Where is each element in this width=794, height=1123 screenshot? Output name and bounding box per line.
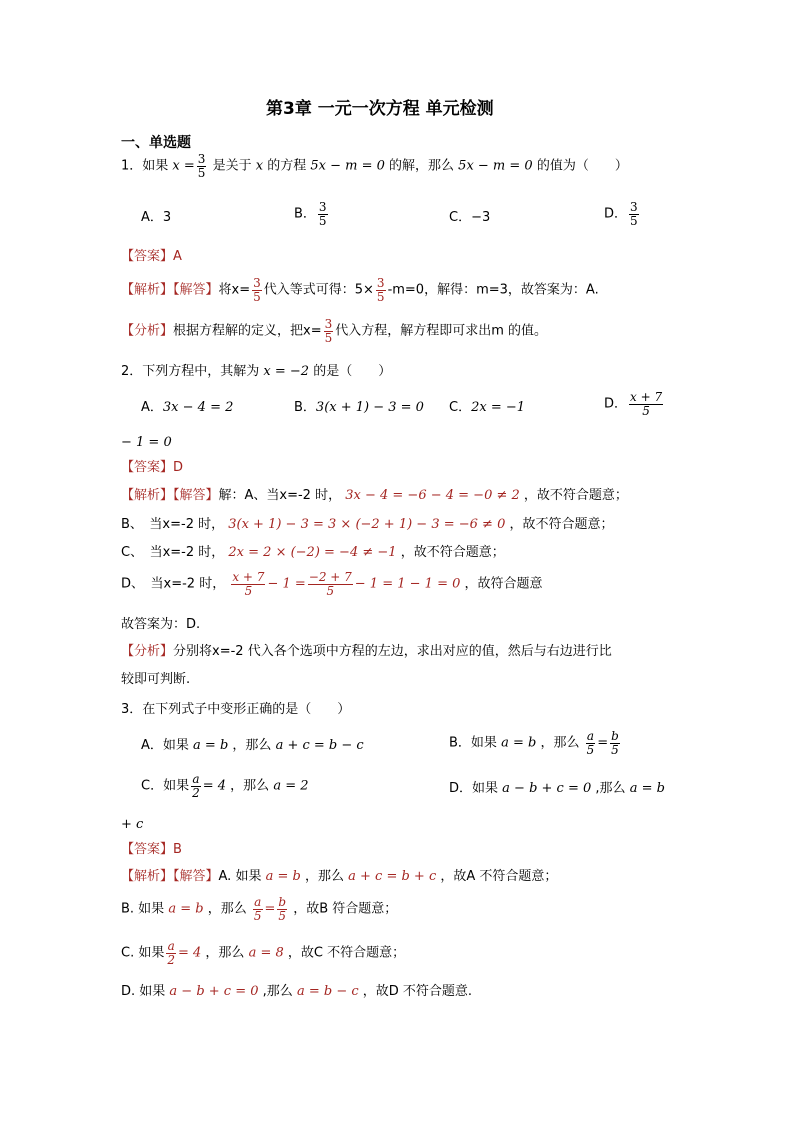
q3-option-c-frac	[191, 773, 201, 799]
q3-line-c-mid: ，那么	[205, 945, 245, 961]
q3-line-a-mid: ，那么	[304, 869, 344, 884]
q3-option-a-label: A．如果	[141, 738, 189, 753]
q1-option-b-den: 5	[318, 213, 327, 228]
q1-fenxi-frac-den: 5	[324, 330, 333, 345]
q1-option-d-label: D．	[604, 206, 628, 222]
q2-analysis-b	[121, 518, 614, 531]
answer-value: A	[173, 249, 182, 264]
q3-option-d-label: D．如果	[449, 781, 499, 796]
q3-analysis-a	[121, 870, 557, 883]
q3-option-b-den2: 5	[611, 742, 619, 757]
q3-option-c-eq1: = 4	[202, 778, 227, 794]
q2-option-c-eq: 2x = −1	[471, 400, 526, 415]
q3-line-b-den2: 5	[278, 908, 287, 923]
q1-analysis-frac2-num: 3	[376, 276, 385, 290]
q1-option-d-frac	[629, 201, 639, 227]
q3-line-d-eq2: a = b − c	[296, 984, 359, 999]
q1-mid2: 的方程	[267, 158, 307, 174]
fenxi-tag: 【分析】	[121, 323, 174, 339]
q3-option-c	[141, 773, 309, 799]
q2-conclusion: 故答案为：D.	[121, 617, 201, 632]
q2-option-d	[604, 391, 665, 417]
q1-fenxi-p1: 根据方程解的定义，把x=	[173, 323, 322, 339]
q1-prefix: 1．如果	[121, 158, 169, 174]
q2-analysis-c	[121, 546, 505, 559]
q3-option-a-eq1: a = b	[193, 738, 229, 753]
q3-option-a-mid: ，那么	[232, 738, 272, 753]
q2-option-c	[449, 401, 525, 414]
q2-line-d-mid: − 1 =	[267, 576, 306, 592]
q3-option-b-frac2	[610, 730, 620, 756]
q1-fenxi	[121, 318, 547, 344]
q2-analysis-a	[121, 489, 628, 502]
q2-fenxi-line2: 较即可判断.	[121, 672, 191, 687]
q3-option-a	[141, 739, 364, 752]
q3-line-a-pre: A. 如果	[218, 869, 262, 884]
q1-x: x	[255, 158, 264, 174]
q3-line-d-eq1: a − b + c = 0	[169, 984, 259, 999]
q1-analysis-frac2	[376, 277, 386, 303]
q1-option-d-num: 3	[630, 200, 638, 214]
q3-line-a-eq1: a = b	[265, 869, 301, 884]
q1-answer	[121, 250, 182, 263]
q3-line-c-end: ，故C 不符合题意；	[287, 945, 406, 961]
q3-analysis-c	[121, 940, 405, 966]
q2-analysis-d	[121, 571, 543, 597]
q1-fenxi-frac	[324, 318, 334, 344]
q2-line-d-frac1-num: x + 7	[232, 570, 265, 584]
q2-option-b-eq: 3(x + 1) − 3 = 0	[315, 400, 424, 415]
q2-line-d-end: ，故符合题意	[464, 576, 543, 592]
analysis-tag: 【解析】【解答】	[121, 488, 219, 503]
q3-option-b-num2: b	[611, 729, 619, 743]
q1-fraction	[197, 153, 207, 179]
q2-answer	[121, 461, 183, 474]
q3-analysis-b	[121, 896, 397, 922]
q2-option-d-label: D．	[604, 396, 628, 412]
q2-fenxi-line1	[121, 645, 612, 658]
answer-tag: 【答案】	[121, 249, 174, 264]
q3-option-d-cont: + c	[121, 817, 144, 832]
q3-option-b-den1: 5	[586, 742, 595, 757]
q3-line-b-mid: ，那么	[207, 901, 247, 917]
q3-option-c-num: a	[192, 772, 200, 786]
q2-line-d-rest: − 1 = 1 − 1 = 0	[354, 576, 461, 592]
q3-option-c-label: C．如果	[141, 778, 190, 794]
question-2-stem	[121, 365, 391, 378]
q3-line-b-den1: 5	[253, 908, 262, 923]
q2-line-b-end: ，故不符合题意；	[509, 517, 614, 532]
q3-line-a-eq2: a + c = b + c	[348, 869, 437, 884]
q3-option-d-eq2: a = b	[629, 781, 665, 796]
q1-option-a: A．3	[141, 210, 172, 225]
q3-line-a-end: ，故A 不符合题意；	[440, 869, 558, 884]
q2-option-d-num: x + 7	[630, 390, 663, 404]
q1-analysis	[121, 277, 599, 303]
q3-line-d-pre: D. 如果	[121, 984, 166, 999]
q1-option-b-frac	[318, 201, 328, 227]
q2-option-a-eq: 3x − 4 = 2	[162, 400, 234, 415]
section-heading: 一、单选题	[121, 135, 191, 151]
q2-stem-end: 的是（ ）	[313, 364, 392, 379]
q1-analysis-p2: 代入等式可得：5×	[263, 282, 374, 298]
q2-line-d-frac1-den: 5	[244, 583, 253, 598]
q2-line-c-pre: C、 当x=-2 时，	[121, 545, 225, 560]
question-3-stem: 3．在下列式子中变形正确的是（ ）	[121, 702, 351, 717]
q2-option-a	[141, 401, 233, 414]
q3-line-b-eqsign: =	[264, 901, 276, 917]
q3-line-b-eq1: a = b	[168, 901, 204, 917]
q3-option-b	[449, 730, 622, 756]
q2-line-d-frac2-den: 5	[326, 583, 335, 598]
q2-line-a-eq: 3x − 4 = −6 − 4 = −0 ≠ 2	[345, 488, 520, 503]
q1-frac-num: 3	[197, 152, 206, 166]
q3-line-b-num1: a	[254, 895, 262, 909]
q3-line-d-mid: ,那么	[262, 984, 293, 999]
q1-analysis-p3: -m=0，解得：m=3，故答案为：A.	[387, 282, 599, 298]
q2-option-d-cont: − 1 = 0	[121, 435, 172, 450]
q3-line-c-num: a	[167, 939, 175, 953]
q2-line-d-frac1	[231, 571, 265, 597]
q1-analysis-frac-den: 5	[253, 289, 261, 304]
q3-option-c-mid: ，那么	[230, 778, 270, 794]
q3-option-d	[449, 782, 665, 795]
q1-option-c: C．−3	[449, 210, 491, 225]
q3-line-c-den: 2	[167, 952, 175, 967]
q3-line-b-pre: B. 如果	[121, 901, 165, 917]
q3-option-d-mid: ,那么	[595, 781, 626, 796]
q3-option-c-eq2: a = 2	[273, 778, 309, 794]
q1-eq-main: 5x − m = 0	[310, 158, 385, 174]
q2-line-d-pre: D、 当x=-2 时，	[121, 576, 226, 592]
q3-option-d-eq1: a − b + c = 0	[502, 781, 592, 796]
q2-line-b-eq: 3(x + 1) − 3 = 3 × (−2 + 1) − 3 = −6 ≠ 0	[228, 517, 506, 532]
q1-analysis-frac2-den: 5	[376, 289, 385, 304]
q1-mid1: 是关于	[212, 158, 252, 174]
q1-fenxi-frac-num: 3	[324, 317, 333, 331]
q1-option-d	[604, 201, 641, 227]
q3-analysis-d	[121, 985, 472, 998]
q1-fenxi-p2: 代入方程，解方程即可求出m 的值。	[335, 323, 548, 339]
q3-line-b-num2: b	[278, 895, 287, 909]
q2-line-c-end: ，故不符合题意；	[400, 545, 505, 560]
q3-line-c-frac	[166, 940, 176, 966]
question-1-stem	[121, 153, 628, 179]
q3-option-b-frac1	[586, 730, 596, 756]
q3-option-c-den: 2	[192, 785, 200, 800]
fenxi-tag: 【分析】	[121, 644, 174, 659]
q1-option-b	[294, 201, 330, 227]
q2-line-d-frac2	[308, 571, 353, 597]
q2-fenxi-text1: 分别将x=-2 代入各个选项中方程的左边，求出对应的值，然后与右边进行比	[173, 644, 612, 659]
q3-line-c-eq1: = 4	[177, 945, 202, 961]
q2-line-a-end: ，故不符合题意；	[523, 488, 628, 503]
q2-stem: 2．下列方程中，其解为	[121, 364, 260, 379]
analysis-tag: 【解析】【解答】	[121, 869, 219, 884]
answer-value: D	[173, 460, 184, 475]
q2-line-a-pre: 解：A、当x=-2 时，	[218, 488, 342, 503]
analysis-tag: 【解析】【解答】	[121, 282, 219, 298]
q3-option-b-eqsign: =	[597, 735, 609, 751]
q2-option-b-label: B．	[294, 400, 316, 415]
q1-eq-main-2: 5x − m = 0	[458, 158, 533, 174]
q3-option-b-mid: ，那么	[540, 735, 580, 751]
answer-tag: 【答案】	[121, 460, 174, 475]
page-title: 第3章 一元一次方程 单元检测	[266, 99, 494, 119]
q1-analysis-frac	[252, 277, 262, 303]
q3-option-a-eq2: a + c = b − c	[275, 738, 364, 753]
q2-option-c-label: C．	[449, 400, 472, 415]
q1-frac-den: 5	[197, 165, 206, 180]
q3-option-b-label: B．如果	[449, 735, 497, 751]
q1-option-b-label: B．	[294, 206, 316, 222]
q2-option-d-den: 5	[642, 403, 650, 418]
q3-line-b-frac1	[253, 896, 263, 922]
q2-stem-eq: x = −2	[263, 364, 310, 379]
q1-mid3: 的解，那么	[389, 158, 455, 174]
q2-line-d-frac2-num: −2 + 7	[308, 570, 352, 584]
q1-eq-lhs: x =	[172, 158, 195, 174]
q1-option-d-den: 5	[630, 213, 638, 228]
q3-line-b-frac2	[277, 896, 287, 922]
q3-answer	[121, 843, 182, 856]
q1-end: 的值为（ ）	[536, 158, 628, 174]
q1-option-b-num: 3	[318, 200, 327, 214]
q3-line-c-pre: C. 如果	[121, 945, 165, 961]
q2-option-b	[294, 401, 424, 414]
q3-option-b-num1: a	[586, 729, 594, 743]
q2-option-d-frac	[629, 391, 663, 417]
q3-option-b-eq1: a = b	[501, 735, 537, 751]
q2-line-c-eq: 2x = 2 × (−2) = −4 ≠ −1	[228, 545, 397, 560]
q3-line-c-eq2: a = 8	[248, 945, 284, 961]
answer-tag: 【答案】	[121, 842, 174, 857]
q2-line-b-pre: B、 当x=-2 时，	[121, 517, 225, 532]
answer-value: B	[173, 842, 182, 857]
q2-option-a-label: A．	[141, 400, 163, 415]
q3-line-b-end: ，故B 符合题意；	[293, 901, 398, 917]
q1-analysis-p1: 将x=	[218, 282, 251, 298]
q3-line-d-end: ，故D 不符合题意.	[362, 984, 473, 999]
q1-analysis-frac-num: 3	[253, 276, 261, 290]
